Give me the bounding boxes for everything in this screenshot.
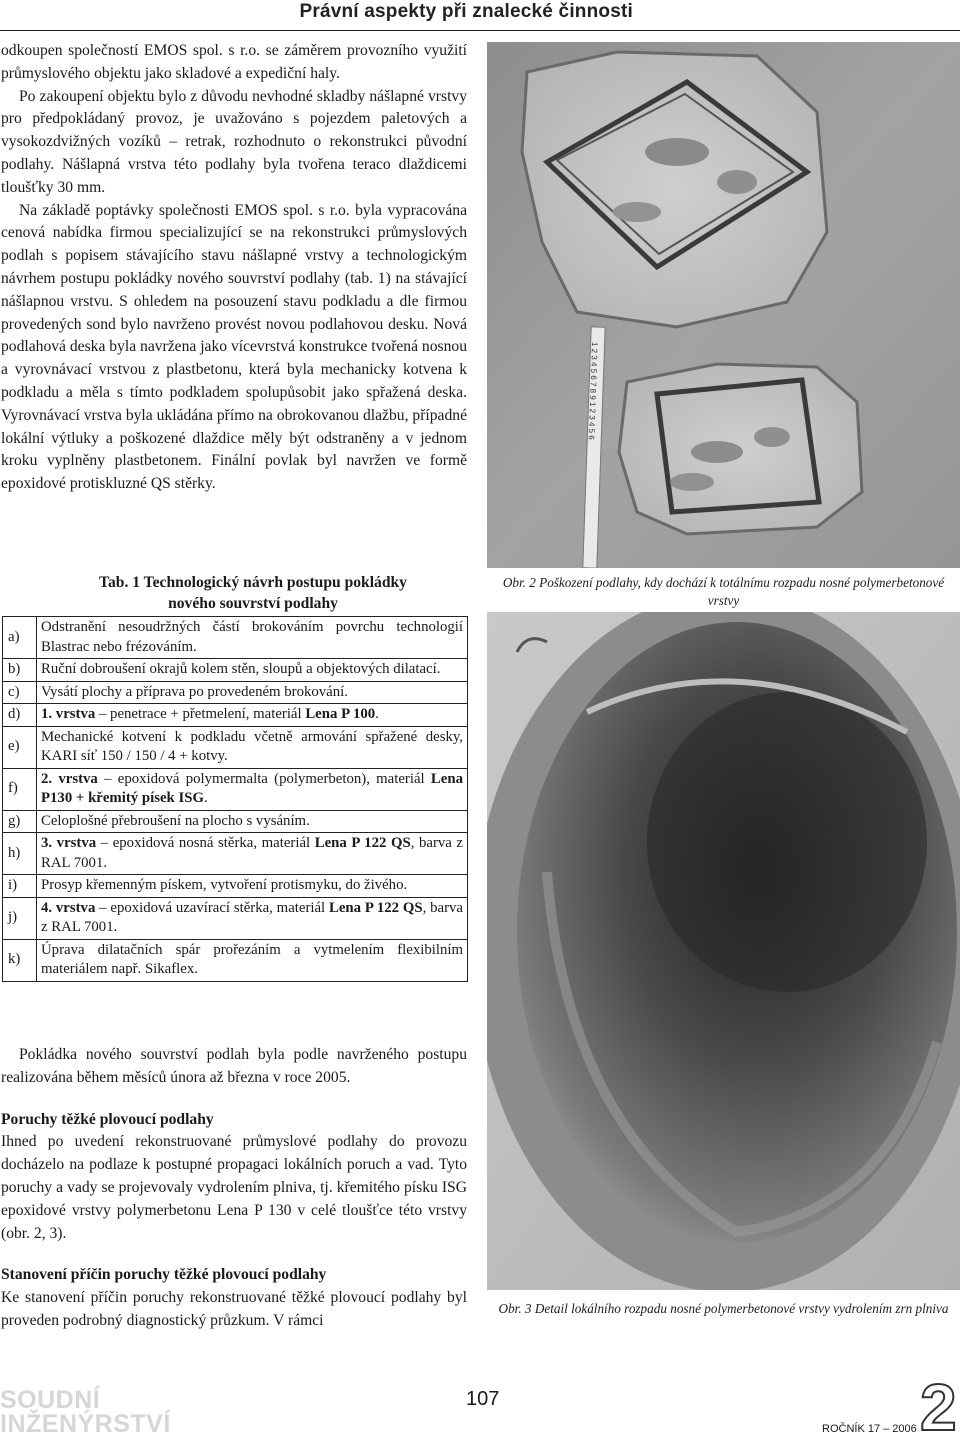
row-text: Úprava dilatačních spár prořezáním a vytmelením flexibilním materiálem např. Sikaflex. — [37, 939, 468, 981]
row-text — [37, 704, 468, 727]
table-row — [3, 681, 468, 704]
row-material: Lena P 100 — [305, 706, 376, 722]
row-text: Ruční dobroušení okrajů kolem stěn, sloupů a objektových dilatací. — [37, 659, 468, 682]
table-row — [3, 768, 468, 810]
paragraph-5: Ihned po uvedení rekonstruované průmyslové podlahy do provozu docházelo na podlaze k postupné propagaci lokálních poruch a vad. Tyto poruchy a vady se projevovaly vydrolením plniva, tj. křemitého písku ISG epoxidové vrstvy polymerbetonu Lena P 130 v celé tloušťce této vrstvy (obr. 2, 3). — [1, 1133, 467, 1242]
row-layer-name: 1. vrstva — [41, 706, 96, 722]
row-label: h) — [3, 833, 37, 875]
body-text-top — [1, 40, 467, 496]
row-label: g) — [3, 810, 37, 833]
paragraph-6: Ke stanovení příčin poruchy rekonstruované těžké plovoucí podlahy byl proveden podrobný diagnostický průzkum. V rámci — [1, 1289, 467, 1329]
volume-label: ROČNÍK 17 – 2006 — [822, 1423, 917, 1435]
row-material: Lena P130 + křemitý písek ISG — [41, 770, 463, 806]
row-label: d) — [3, 704, 37, 727]
row-label: j) — [3, 897, 37, 939]
paragraph-1: odkoupen společností EMOS spol. s r.o. se záměrem provozního využití průmyslového objektu jako skladové a expediční haly. — [1, 42, 467, 82]
table-caption-line2: nového souvrství podlahy — [168, 595, 338, 612]
logo-line-1: SOUDNÍ — [0, 1386, 101, 1414]
table-row — [3, 897, 468, 939]
table-row — [3, 617, 468, 659]
row-text — [37, 833, 468, 875]
figure-3-caption: Obr. 3 Detail lokálního rozpadu nosné polymerbetonové vrstvy vydrolením zrn plniva — [498, 1301, 949, 1316]
row-label: k) — [3, 939, 37, 981]
table-row — [3, 833, 468, 875]
page-header — [0, 0, 960, 31]
table-row — [3, 810, 468, 833]
figure-3-photo — [487, 612, 960, 1290]
table-caption-line1: Tab. 1 Technologický návrh postupu pokládky — [99, 574, 407, 591]
row-label: e) — [3, 726, 37, 768]
journal-logo — [0, 1388, 171, 1436]
table-row — [3, 875, 468, 898]
row-text — [37, 897, 468, 939]
row-tail: , barva z RAL 7001. — [41, 899, 463, 935]
paragraph-3: Na základě poptávky společnosti EMOS spol. s r.o. byla vypracována cenová nabídka firmou specializující se na rekonstrukci průmyslových podlah s popisem stávajícího stavu nášlapné vrstvy a technologickým návrhem postupu pokládky nového souvrství podlahy (tab. 1) na stávající nášlapnou vrstvu. S ohledem na posouzení stavu podkladu a dle firmou provedených sond bylo navrženo provést novou podlahovou desku. Nová podlahová deska byla navržena jako vícevrstvá konstrukce tvořená nosnou a vyrovnávací vrstvou z plastbetonu, která byla mechanicky kotvena k podkladu a měla s tímto podkladem spolupůsobit jako spřažená deska. Vyrovnávací vrstva byla ukládána přímo na obrokovanou dlažbu, případné lokální výtluky a poškozené dlaždice měly být odstraněny a v jednom kroku vyplněny plastbetonem. Finální povlak byl navržen ve formě epoxidové protiskluzné QS stěrky. — [1, 201, 467, 493]
row-label: i) — [3, 875, 37, 898]
row-tail: . — [375, 706, 379, 722]
header-title: Právní aspekty při znalecké činnosti — [299, 1, 633, 22]
row-tail: . — [203, 790, 208, 806]
row-text — [37, 768, 468, 810]
logo-line-2: INŽENÝRSTVÍ — [0, 1410, 171, 1438]
row-label: f) — [3, 768, 37, 810]
row-text: Odstranění nesoudržných částí brokováním povrchu technologií Blastrac nebo frézováním. — [37, 617, 468, 659]
technology-table — [2, 616, 468, 982]
row-material: Lena P 122 QS — [314, 835, 411, 851]
row-tail: , barva z RAL 7001. — [41, 835, 463, 871]
section-heading-2: Stanovení příčin poruchy těžké plovoucí podlahy — [1, 1266, 327, 1284]
row-text: Vysátí plochy a příprava po provedeném brokování. — [37, 681, 468, 704]
issue-number: 2 — [920, 1370, 957, 1444]
row-text: Mechanické kotvení k podkladu včetně armování spřažené desky, KARI síť 150 / 150 / 4 + kotvy. — [37, 726, 468, 768]
row-layer-name: 4. vrstva — [41, 899, 96, 916]
row-description: – epoxidová polymermalta (polymerbeton), materiál — [97, 770, 431, 787]
row-text: Prosyp křemenným pískem, vytvoření protismyku, do živého. — [37, 875, 468, 898]
table-row — [3, 939, 468, 981]
table-row — [3, 659, 468, 682]
row-label: b) — [3, 659, 37, 682]
row-description: – penetrace + přetmelení, materiál — [95, 706, 306, 722]
row-description: – epoxidová nosná stěrka, materiál — [96, 835, 315, 851]
body-text-bottom — [1, 1044, 467, 1333]
row-text: Celoplošné přebroušení na plocho s vysáním. — [37, 810, 468, 833]
figure-2-photo — [487, 42, 960, 568]
table-row — [3, 726, 468, 768]
row-label: c) — [3, 681, 37, 704]
figure-2-caption: Obr. 2 Poškození podlahy, kdy dochází k totálnímu rozpadu nosné polymerbetonové vrstvy — [502, 575, 945, 608]
table-caption — [36, 572, 470, 614]
section-heading-1: Poruchy těžké plovoucí podlahy — [1, 1110, 214, 1128]
row-description: – epoxidová uzavírací stěrka, materiál — [95, 899, 329, 916]
paragraph-4: Pokládka nového souvrství podlah byla podle navrženého postupu realizována během měsíců února až března v roce 2005. — [1, 1046, 467, 1086]
row-label: a) — [3, 617, 37, 659]
row-material: Lena P 122 QS — [328, 899, 423, 916]
paragraph-2: Po zakoupení objektu bylo z důvodu nevhodné skladby nášlapné vrstvy pro předpokládaný provoz, je uvažováno s pojezdem paletových a vysokozdvižných vozíků – retrak, rozhodnuto o rekonstrukci původní podlahy. Nášlapná vrstva této podlahy byla tvořena teraco dlaždicemi tloušťky 30 mm. — [1, 87, 467, 196]
page-number: 107 — [466, 1388, 500, 1410]
row-layer-name: 3. vrstva — [41, 835, 97, 851]
row-layer-name: 2. vrstva — [41, 770, 98, 787]
ruler-label: 1 2 3 4 5 6 7 8 9 1 2 3 4 5 6 — [586, 341, 600, 440]
table-row — [3, 704, 468, 727]
